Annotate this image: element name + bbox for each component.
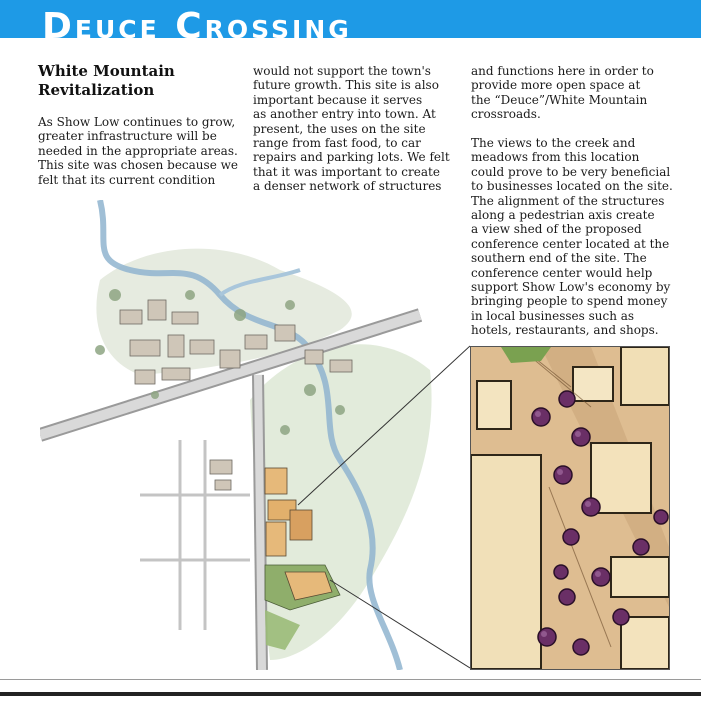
page-title: Deuce Crossing	[42, 6, 352, 38]
footer-rule-thin	[0, 679, 701, 680]
body-column-2: would not support the town's future growth. This site is also important because it serves as another entry into town. At present, the uses on the site range from fast food, to car repairs and parking lots. We felt that it was important to create a denser network of structures	[253, 64, 450, 194]
detail-enlargement	[470, 346, 670, 670]
section-heading: White Mountain Revitalization	[38, 62, 175, 99]
footer-rule-thick	[0, 692, 701, 696]
body-column-3-intro: and functions here in order to provide more open space at the “Deuce”/White Mountain crossroads.	[471, 64, 654, 122]
title-banner	[0, 0, 701, 38]
site-plan-illustration	[40, 200, 470, 670]
body-column-3: The views to the creek and meadows from this location could prove to be very beneficial to businesses located on the site. The alignment of the structures along a pedestrian axis create a view shed of the proposed conference center located at the southern end of the site. The conference center would help support Show Low's economy by bringing people to spend money in local businesses such as hotels, restaurants, and shops.	[471, 136, 673, 338]
body-column-1: As Show Low continues to grow, greater infrastructure will be needed in the appropriate areas. This site was chosen because we felt that its current condition	[38, 115, 238, 187]
